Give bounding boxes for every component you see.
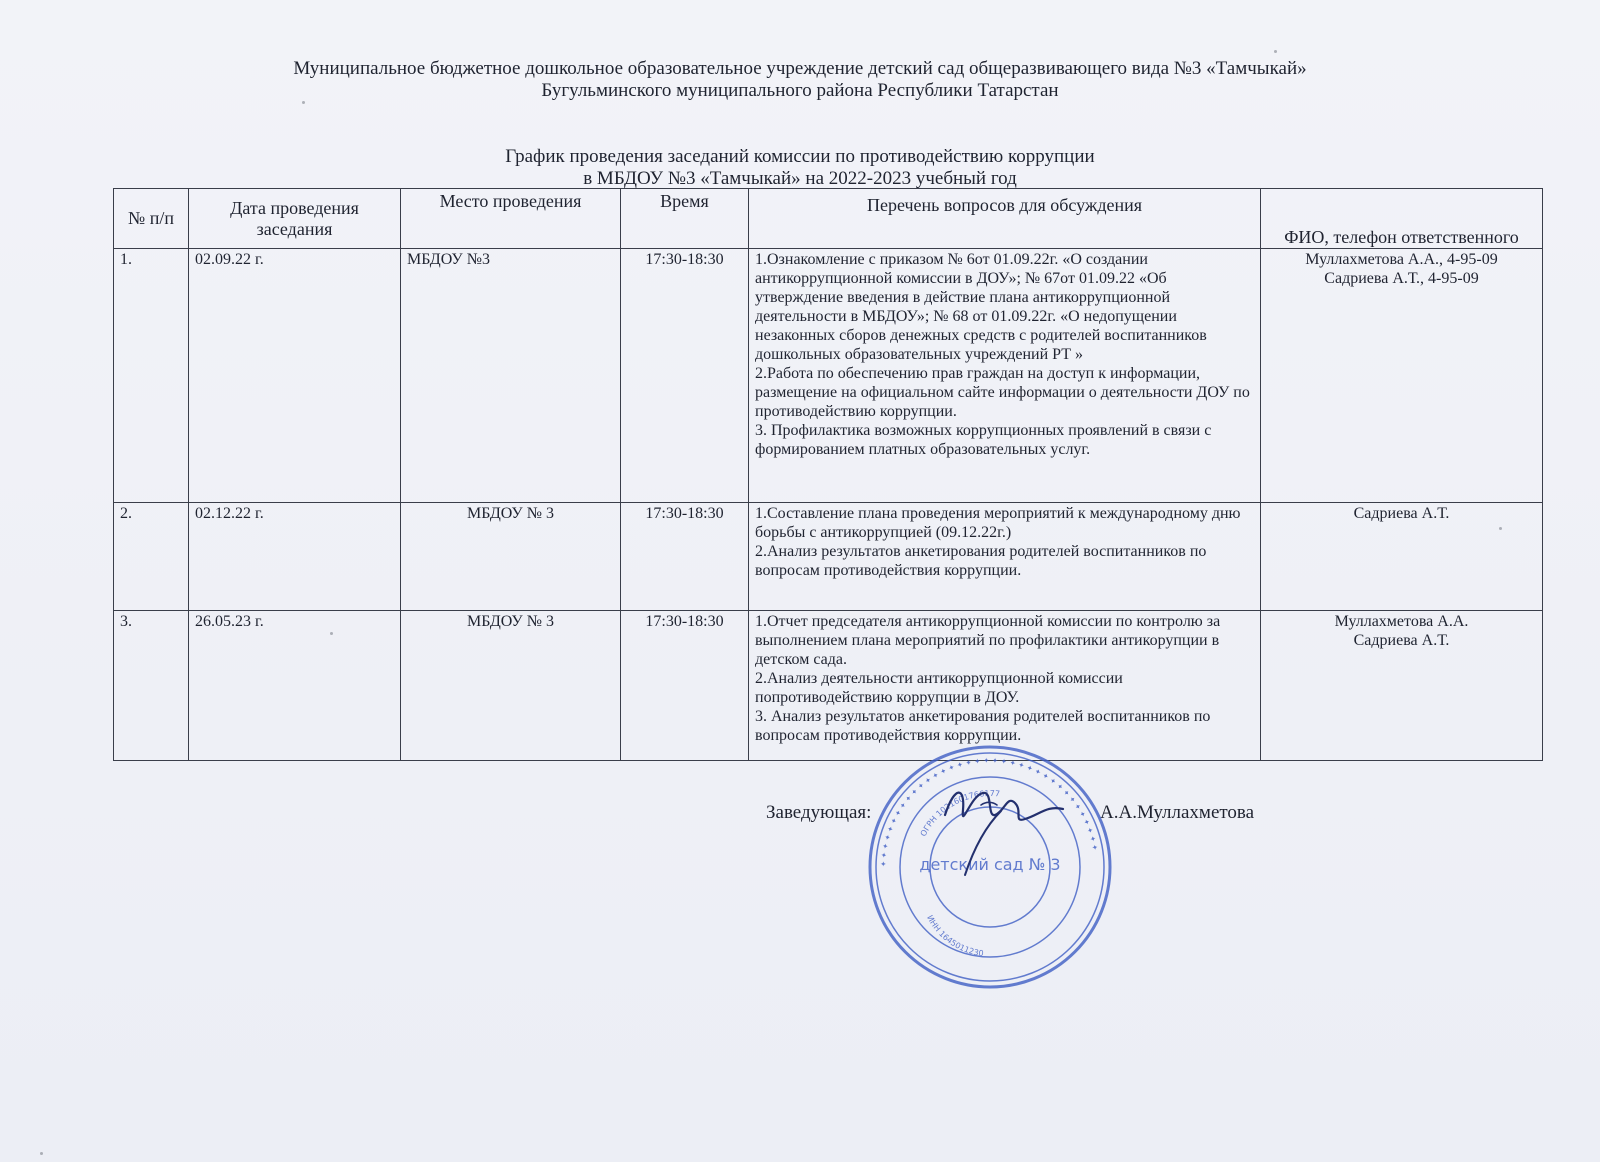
paper-speck — [1499, 527, 1502, 530]
issue-item: 2.Анализ деятельности антикоррупционной комиссии попротиводействию коррупции в ДОУ. — [755, 670, 1123, 706]
table-header-row — [114, 189, 1543, 249]
document-title — [0, 146, 1600, 190]
paper-speck — [302, 101, 305, 104]
organization-name-line1: Муниципальное бюджетное дошкольное образовательное учреждение детский сад общеразвивающего вида №3 «Тамчыкай» — [293, 58, 1307, 79]
issue-item: 3. Анализ результатов анкетирования родителей воспитанников по вопросам противодействия коррупции. — [755, 708, 1211, 744]
seal-center-text: детский сад № 3 — [919, 855, 1061, 874]
handwritten-signature — [935, 775, 1085, 885]
issue-item: 2.Анализ результатов анкетирования родителей воспитанников по вопросам противодействия коррупции. — [755, 543, 1207, 579]
svg-text:ИНН 1645011230 — [925, 914, 984, 958]
row-num: 3. — [114, 611, 189, 761]
document-title-line1: График проведения заседаний комиссии по противодействию коррупции — [505, 146, 1095, 167]
header-time: Время — [621, 189, 749, 249]
responsible-person: Муллахметова А.А. — [1334, 613, 1469, 630]
row-issues — [749, 503, 1261, 611]
issue-item: 3. Профилактика возможных коррупционных проявлений в связи с формированием платных образовательных услуг. — [755, 422, 1212, 458]
issue-item: 1.Составление плана проведения мероприятий к международному дню борьбы с антикоррупцией (09.12.22г.) — [755, 505, 1241, 541]
organization-name-line2: Бугульминского муниципального района Республики Татарстан — [541, 80, 1059, 101]
row-date: 02.09.22 г. — [189, 249, 401, 503]
row-issues — [749, 611, 1261, 761]
header-responsible: ФИО, телефон ответственного — [1261, 189, 1543, 249]
row-place: МБДОУ №3 — [401, 249, 621, 503]
row-place: МБДОУ № 3 — [401, 611, 621, 761]
table-row — [114, 249, 1543, 503]
svg-text:✦ ✦ ✦ ✦ ✦ ✦ ✦ ✦ ✦ ✦ ✦ ✦ ✦ ✦ ✦: ✦ ✦ ✦ ✦ ✦ ✦ ✦ ✦ ✦ ✦ ✦ ✦ ✦ ✦ ✦ ✦ ✦ ✦ ✦ ✦ ✦ ✦ ✦ ✦ ✦ ✦ ✦ ✦ ✦ ✦ ✦ ✦ ✦ ✦ ✦ ✦ — [878, 755, 1100, 868]
document-title-line2: в МБДОУ №3 «Тамчыкай» на 2022-2023 учебный год — [583, 168, 1017, 189]
row-responsible — [1261, 611, 1543, 761]
issue-item: 1.Ознакомление с приказом № 6от 01.09.22г. «О создании антикоррупционной комиссии в ДОУ»; № 67от 01.09.22 «Об утверждение введения в действие плана антикоррупционной деятельности в МБДОУ»; № 68 от 01.09.22г. «О недопущении незаконных сборов денежных средств с родителей воспитанников дошкольных образовательных учреждений РТ » — [755, 251, 1207, 363]
row-time: 17:30-18:30 — [621, 249, 749, 503]
issue-item: 1.Отчет председателя антикоррупционной комиссии по контролю за выполнением плана мероприятий по профилактики антикорупции в детском сада. — [755, 613, 1221, 668]
signature-name: А.А.Муллахметова — [1100, 802, 1255, 823]
signature-role: Заведующая: — [766, 802, 872, 823]
header-issues: Перечень вопросов для обсуждения — [749, 189, 1261, 249]
seal-inn-text: ИНН 1645011230 — [925, 913, 985, 959]
row-time: 17:30-18:30 — [621, 503, 749, 611]
paper-speck — [330, 632, 333, 635]
responsible-person: Садриева А.Т. — [1353, 632, 1450, 649]
organization-header — [0, 58, 1600, 102]
row-place: МБДОУ № 3 — [401, 503, 621, 611]
row-date: 26.05.23 г. — [189, 611, 401, 761]
header-place: Место проведения — [401, 189, 621, 249]
issue-item: 2.Работа по обеспечению прав граждан на доступ к информации, размещение на официальном сайте информации о деятельности ДОУ по противодействию коррупции. — [755, 365, 1250, 420]
row-num: 2. — [114, 503, 189, 611]
seal-ogrn-text: ОГРН 1021601766177 — [918, 788, 1001, 838]
row-date: 02.12.22 г. — [189, 503, 401, 611]
row-issues — [749, 249, 1261, 503]
paper-speck — [1274, 50, 1277, 53]
paper-speck — [40, 1152, 43, 1155]
row-time: 17:30-18:30 — [621, 611, 749, 761]
responsible-person: Муллахметова А.А., 4-95-09 — [1305, 251, 1498, 268]
responsible-person: Садриева А.Т., 4-95-09 — [1324, 270, 1479, 287]
schedule-table — [113, 188, 1543, 761]
table-row — [114, 611, 1543, 761]
table-row — [114, 503, 1543, 611]
row-responsible — [1261, 249, 1543, 503]
header-num: № п/п — [114, 189, 189, 249]
row-responsible — [1261, 503, 1543, 611]
header-date: Дата проведения заседания — [189, 189, 401, 249]
responsible-person: Садриева А.Т. — [1353, 505, 1450, 522]
row-num: 1. — [114, 249, 189, 503]
